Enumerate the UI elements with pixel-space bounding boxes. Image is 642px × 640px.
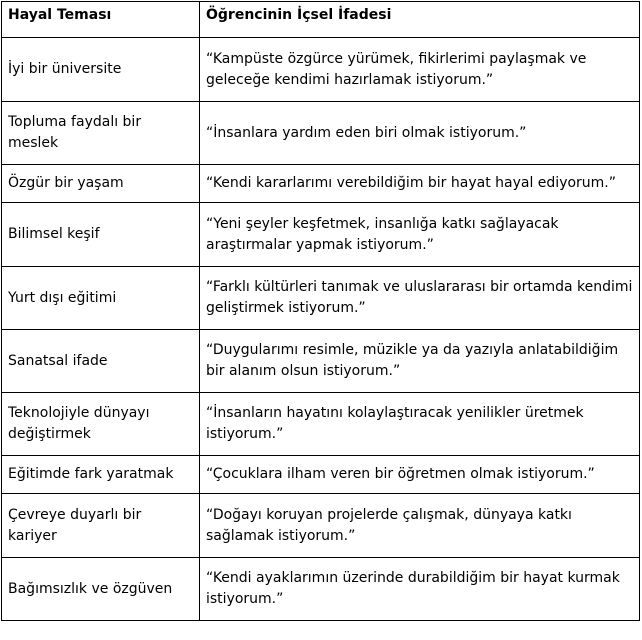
statement-cell: “İnsanlara yardım eden biri olmak istiyorum.” — [200, 102, 640, 165]
statement-cell: “Çocuklara ilham veren bir öğretmen olmak istiyorum.” — [200, 456, 640, 494]
statement-cell: “Yeni şeyler keşfetmek, insanlığa katkı sağlayacak araştırmalar yapmak istiyorum.” — [200, 203, 640, 267]
theme-cell: Sanatsal ifade — [2, 330, 200, 393]
table-row — [2, 165, 640, 203]
table-row — [2, 456, 640, 494]
theme-cell: Teknolojiyle dünyayı değiştirmek — [2, 393, 200, 456]
statement-cell: “Farklı kültürleri tanımak ve uluslararası bir ortamda kendimi geliştirmek istiyorum.” — [200, 267, 640, 330]
theme-cell: Topluma faydalı bir meslek — [2, 102, 200, 165]
header-student-statement: Öğrencinin İçsel İfadesi — [200, 2, 640, 38]
table-row — [2, 102, 640, 165]
theme-cell: Özgür bir yaşam — [2, 165, 200, 203]
table-row — [2, 393, 640, 456]
statement-cell: “Doğayı koruyan projelerde çalışmak, dünyaya katkı sağlamak istiyorum.” — [200, 494, 640, 558]
table-row — [2, 330, 640, 393]
statement-cell: “Kendi ayaklarımın üzerinde durabildiğim bir hayat kurmak istiyorum.” — [200, 558, 640, 621]
theme-cell: Bağımsızlık ve özgüven — [2, 558, 200, 621]
table-row — [2, 203, 640, 267]
table-row — [2, 267, 640, 330]
table-header-row — [2, 2, 640, 38]
statement-cell: “Duygularımı resimle, müzikle ya da yazıyla anlatabildiğim bir alanım olsun istiyorum.” — [200, 330, 640, 393]
table-row — [2, 558, 640, 621]
statement-cell: “İnsanların hayatını kolaylaştıracak yenilikler üretmek istiyorum.” — [200, 393, 640, 456]
header-dream-theme: Hayal Teması — [2, 2, 200, 38]
table-row — [2, 494, 640, 558]
theme-cell: Bilimsel keşif — [2, 203, 200, 267]
theme-cell: Eğitimde fark yaratmak — [2, 456, 200, 494]
theme-cell: Yurt dışı eğitimi — [2, 267, 200, 330]
theme-cell: Çevreye duyarlı bir kariyer — [2, 494, 200, 558]
statement-cell: “Kendi kararlarımı verebildiğim bir hayat hayal ediyorum.” — [200, 165, 640, 203]
statement-cell: “Kampüste özgürce yürümek, fikirlerimi paylaşmak ve geleceğe kendimi hazırlamak istiyorum.” — [200, 38, 640, 102]
dream-themes-table — [1, 1, 640, 621]
table-row — [2, 38, 640, 102]
theme-cell: İyi bir üniversite — [2, 38, 200, 102]
